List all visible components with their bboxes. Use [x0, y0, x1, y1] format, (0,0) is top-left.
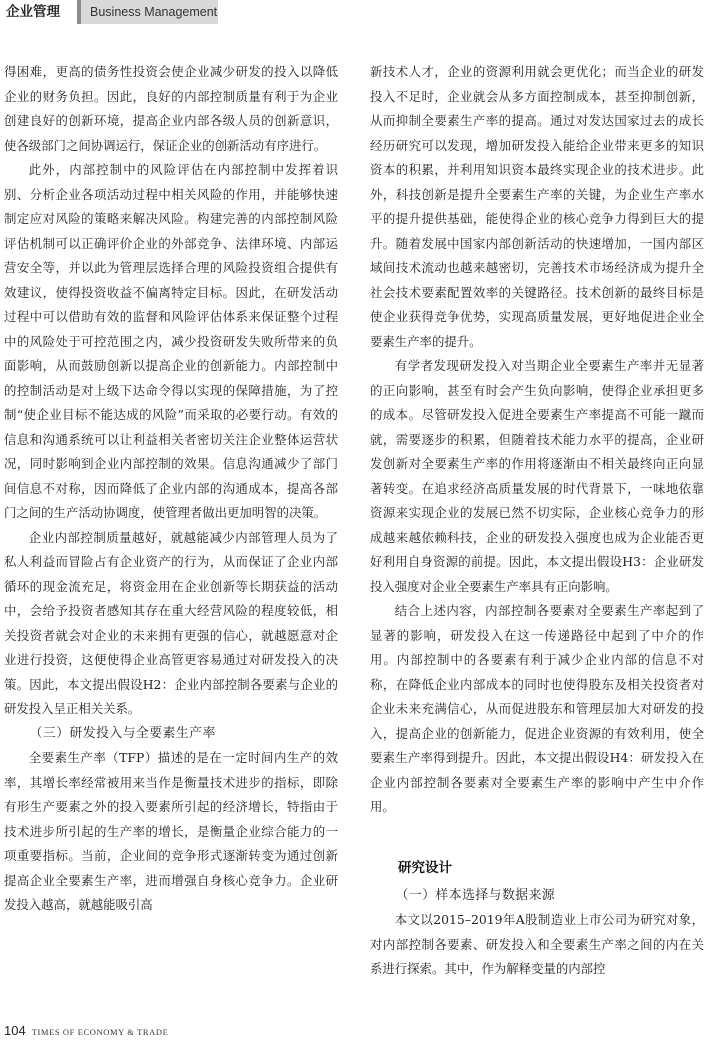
left-column — [4, 60, 338, 918]
page-footer — [4, 1021, 168, 1039]
page-number: 104 — [4, 1023, 26, 1038]
paragraph: 结合上述内容，内部控制各要素对全要素生产率起到了显著的影响，研发投入在这一传递路径中起到了中介的作用。内部控制中的各要素有利于减少企业内部的信息不对称，在降低企业内部成本的同时也使得股东及相关投资者对企业未来充满信心，从而促进股东和管理层加大对研发的投入，提高企业的创新能力，促进企业资源的有效利用，使全要素生产率得到提升。因此，本文提出假设H4：研发投入在企业内部控制各要素对全要素生产率的影响中产生中介作用。 — [370, 603, 704, 814]
journal-name: TIMES OF ECONOMY & TRADE — [31, 1027, 169, 1037]
paragraph: 此外，内部控制中的风险评估在内部控制中发挥着识别、分析企业各项活动过程中相关风险的作用，并能够快速制定应对风险的策略来解决风险。构建完善的内部控制风险评估机制可以正确评价企业的外部竞争、法律环境、内部运营安全等，并以此为管理层选择合理的风险投资组合提供有效建议，使得投资收益不偏离特定目标。因此，在研发活动过程中可以借助有效的监督和风险评估体系来保证整个过程中的风险处于可控范围之内，减少投资研发失败所带来的负面影响，从而鼓励创新以提高企业的创新能力。内部控制中的控制活动是对上级下达命令得以实现的保障措施，为了控制“使企业目标不能达成的风险”而采取的必要行动。有效的信息和沟通系统可以让利益相关者密切关注企业整体运营状况，同时影响到企业内部控制的效果。信息沟通减少了部门间信息不对称，因而降低了企业内部的沟通成本，提高各部门之间的生产活动协调度，使管理者做出更加明智的决策。 — [4, 162, 338, 520]
paragraph: 有学者发现研发投入对当期企业全要素生产率并无显著的正向影响，甚至有时会产生负向影响，使得企业承担更多的成本。尽管研发投入促进全要素生产率提高不可能一蹴而就，需要逐步的积累，但随着技术能力水平的提高，企业研发创新对全要素生产率的作用将逐渐由不相关最终向正向显著转变。在追求经济高质量发展的时代背景下，一味地依靠资源来实现企业的发展已然不切实际，企业核心竞争力的形成越来越依赖科技，企业的研发投入强度也成为企业能否更好利用自身资源的前提。因此，本文提出假设H3：企业研发投入强度对企业全要素生产率具有正向影响。 — [370, 358, 704, 594]
section-label-en: Business Management — [90, 5, 218, 19]
paragraph: 得困难，更高的债务性投资会使企业减少研发的投入以降低企业的财务负担。因此，良好的内部控制质量有利于为企业创建良好的创新环境，提高企业内部各级人员的创新意识，使各级部门之间协调运行，保证企业的创新活动有序进行。 — [4, 64, 338, 153]
paragraph: 本文以2015–2019年A股制造业上市公司为研究对象，对内部控制各要素、研发投入和全要素生产率之间的内在关系进行探索。其中，作为解释变量的内部控 — [370, 912, 704, 976]
right-column — [370, 60, 704, 982]
section-title: 研究设计 — [398, 859, 452, 876]
paragraph: 新技术人才，企业的资源利用就会更优化；而当企业的研发投入不足时，企业就会从多方面控制成本，甚至抑制创新，从而抑制全要素生产率的提高。通过对发达国家过去的成长经历研究可以发现，增加研发投入能给企业带来更多的知识资本的积累，并利用知识资本最终实现企业的技术进步。此外，科技创新是提升全要素生产率的关键，为企业生产率水平的提升提供基础，能使得企业的核心竞争力得到巨大的提升。随着发展中国家内部创新活动的快速增加，一国内部区域间技术流动也越来越密切，完善技术市场经济成为提升全社会技术要素配置效率的关键路径。技术创新的最终目标是使企业获得竞争优势，实现高质量发展，更好地促进企业全要素生产率的提升。 — [370, 64, 704, 349]
section-label-bar — [77, 0, 218, 24]
paragraph: 全要素生产率（TFP）描述的是在一定时间内生产的效率，其增长率经常被用来当作是衡量技术进步的指标，即除有形生产要素之外的投入要素所引起的经济增长，特指由于技术进步所引起的生产率的增长，是衡量企业综合能力的一项重要指标。当前，企业间的竞争形式逐渐转变为通过创新提高企业全要素生产率，进而增强自身核心竞争力。企业研发投入越高，就越能吸引高 — [4, 750, 338, 912]
page-header — [0, 0, 705, 24]
paragraph: 企业内部控制质量越好，就越能减少内部管理人员为了私人利益而冒险占有企业资产的行为，从而保证了企业内部循环的现金流充足，将资金用在企业创新等长期获益的活动中，会给予投资者感知其存在重大经营风险的程度较低，相关投资者就会对企业的未来拥有更强的信心，就越愿意对企业进行投资，这便使得企业高管更容易通过对研发投入的决策。因此，本文提出假设H2：企业内部控制各要素与企业的研发投入呈正相关关系。 — [4, 529, 338, 716]
subheading: （一）样本选择与数据来源 — [395, 887, 556, 903]
section-label-cn: 企业管理 — [6, 4, 60, 20]
subheading: （三）研发投入与全要素生产率 — [29, 725, 216, 741]
